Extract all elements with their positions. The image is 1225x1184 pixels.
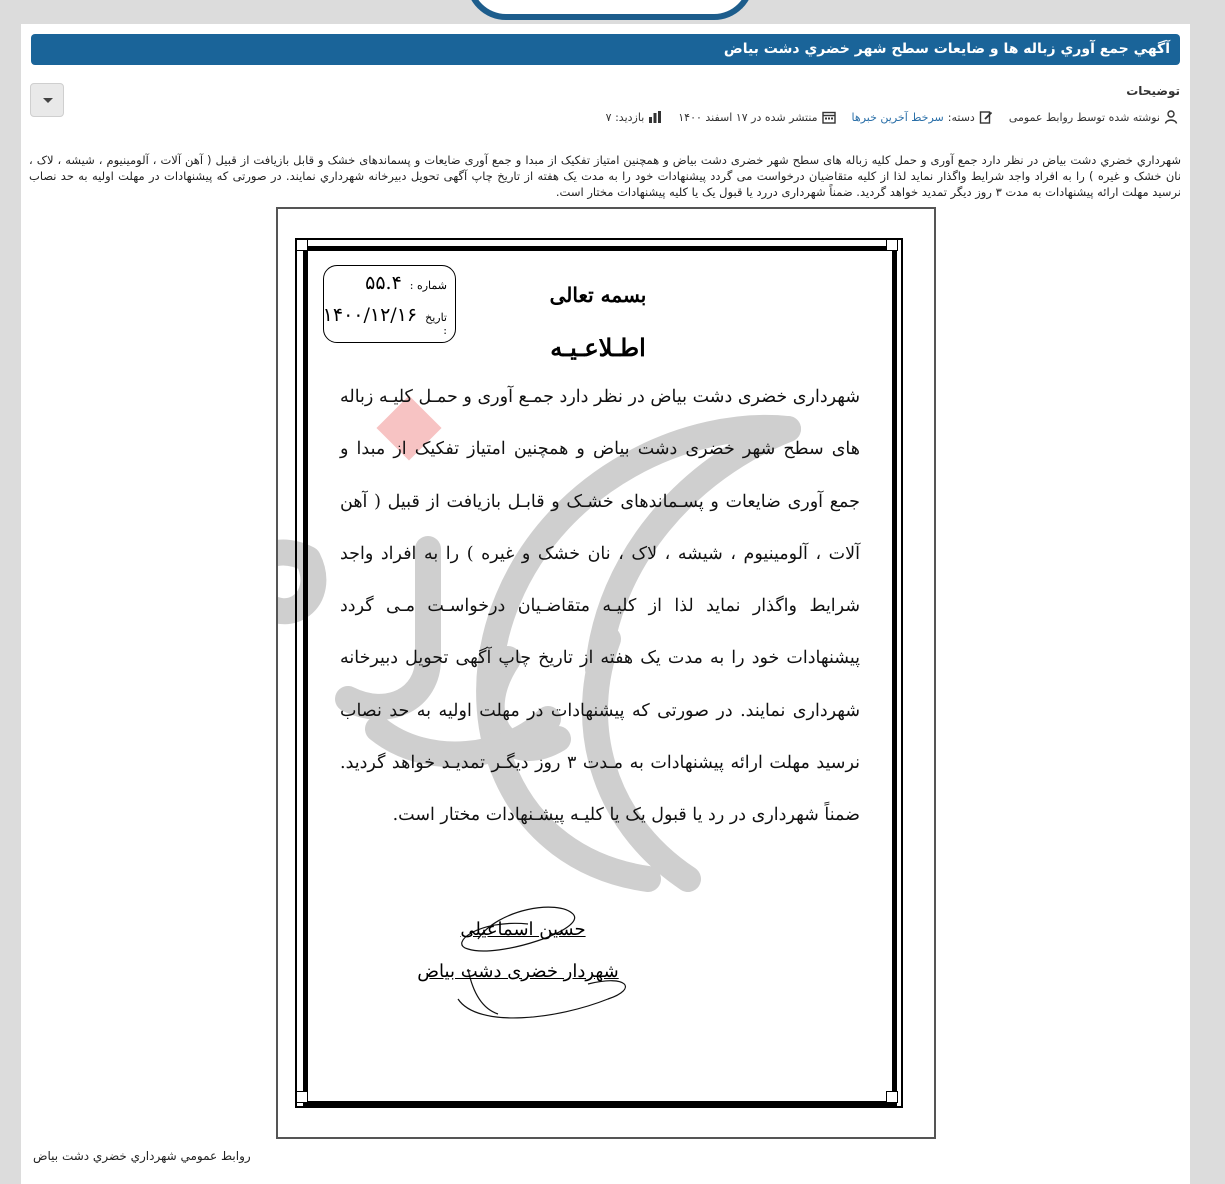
letter-number-value: ۵۵.۴ bbox=[365, 272, 402, 294]
meta-author bbox=[1009, 110, 1178, 124]
letter-number bbox=[365, 272, 447, 294]
article-panel bbox=[21, 24, 1190, 1184]
letter-date-label: تاریخ : bbox=[425, 311, 447, 337]
signer-title: شهردار خضری دشت بیاض bbox=[417, 961, 619, 982]
top-tab-decoration bbox=[466, 0, 754, 20]
meta-views bbox=[606, 110, 663, 124]
article-tools-dropdown-button[interactable] bbox=[30, 83, 64, 117]
frame-corner bbox=[296, 239, 308, 251]
caret-down-icon bbox=[43, 98, 53, 103]
meta-published bbox=[678, 110, 835, 124]
meta-views-text: بازدید: ۷ bbox=[605, 110, 645, 124]
meta-category-label: دسته: bbox=[947, 110, 975, 124]
number-date-box bbox=[323, 265, 456, 343]
letter-body: شهرداری خضری دشت بیاض در نظر دارد جمـع آوری و حمـل کلیـه زباله های سطح شهر خضری دشت بیاض و همچنین امتیاز تفکیک از مبدا و جمع آوری ضایعات و پسـماندهای خشـک و قابـل بازیافت از قبیل ( آهن آلات ، آلومینیوم ، شیشه ، لاک ، نان خشک و غیره ) را به افراد واجد شرایط واگذار نماید لذا از کلیـه متقاضـیان درخواسـت مـی گردد پیشنهادات خود را به مدت یک هفته از تاریخ چاپ آگهی تحویل دبیرخانه شهرداری نمایند. در صورتی که پیشنهادات در مهلت اولیه به حد نصاب نرسید مهلت ارائه پیشنهادات به مـدت ۳ روز دیگـر تمدیـد خواهد گردید. ضمناً شهرداری در رد یا قبول یک یا کلیـه پیشـنهادات مختار است. bbox=[340, 387, 860, 826]
calendar-icon bbox=[822, 110, 836, 124]
frame-corner bbox=[886, 1091, 898, 1103]
edit-icon bbox=[979, 110, 993, 124]
signer-name: حسین اسماعیلی bbox=[460, 919, 586, 940]
bar-chart-icon bbox=[648, 110, 662, 124]
user-icon bbox=[1164, 110, 1178, 124]
frame-corner bbox=[296, 1091, 308, 1103]
meta-category bbox=[852, 110, 993, 124]
meta-published-text: منتشر شده در ۱۷ اسفند ۱۴۰۰ bbox=[678, 110, 818, 124]
category-link[interactable]: سرخط آخرین خبرها bbox=[851, 110, 944, 124]
letter-heading: اطـلاعـیـه bbox=[550, 333, 646, 362]
scanned-notice-image bbox=[276, 207, 936, 1139]
frame-corner bbox=[886, 239, 898, 251]
article-title[interactable]: آگهي جمع آوري زباله ها و ضايعات سطح شهر خضري دشت بياض bbox=[31, 34, 1180, 65]
letter-date-value: ۱۴۰۰/۱۲/۱۶ bbox=[322, 304, 418, 326]
letter-date bbox=[323, 304, 447, 337]
article-meta bbox=[606, 108, 1178, 126]
article-summary: شهرداري خضري دشت بياض در نظر دارد جمع آوری و حمل کلیه زباله های سطح شهر خضری دشت بیاض و همچنین امتیاز تفکیک از مبدا و جمع آوری ضایعات و پسماندهای خشک و قابل بازیافت از قبیل ( آهن آلات ، آلومینیوم ، شیشه ، لاک ، نان خشک و غیره ) را به افراد واجد شرایط واگذار نماید لذا از کلیه متقاضیان درخواست می گردد پیشنهادات خود را به مدت یک هفته از تاریخ چاپ آگهی تحویل دبیرخانه شهرداري نمایند. در صورتی که پیشنهادات در مهلت اولیه به حد نصاب نرسید مهلت ارائه پیشنهادات به مدت ۳ روز دیگر تمدید خواهد گردید. ضمناً شهرداری دررد یا قبول یک یا کلیه پیشنهادات مختار است. bbox=[29, 153, 1181, 199]
meta-author-text: نوشته شده توسط روابط عمومی bbox=[1008, 110, 1160, 124]
section-label: توضیحات bbox=[1126, 84, 1180, 98]
letter-number-label: شماره : bbox=[409, 279, 447, 292]
article-footer: روابط عمومي شهرداري خضري دشت بياض bbox=[33, 1149, 251, 1163]
letter-invocation: بسمه تعالی bbox=[549, 283, 647, 307]
